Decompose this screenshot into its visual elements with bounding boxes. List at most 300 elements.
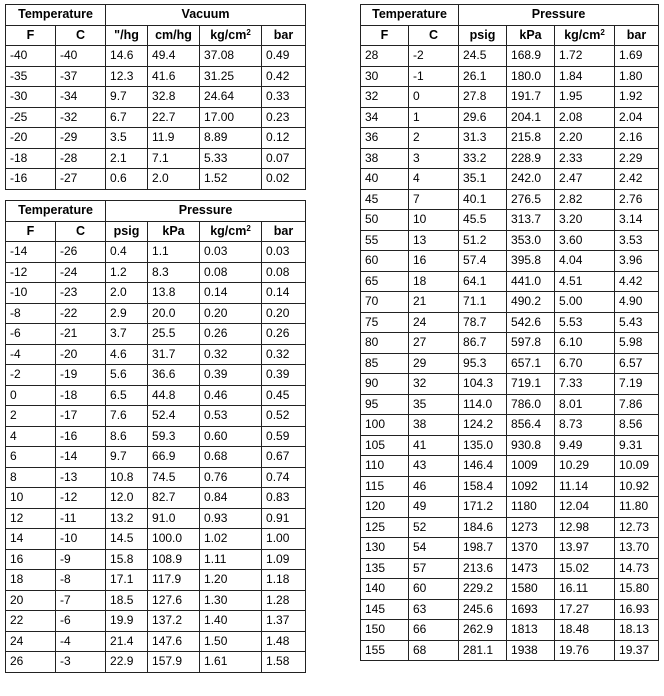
table-cell: 1.30 xyxy=(200,590,262,611)
table-cell: 18.5 xyxy=(106,590,148,611)
table-cell: 1370 xyxy=(507,538,555,559)
table-cell: 12.0 xyxy=(106,488,148,509)
table-row xyxy=(361,333,659,354)
table-cell: 10.8 xyxy=(106,467,148,488)
table-cell: 31.3 xyxy=(459,128,507,149)
table-cell: 5.98 xyxy=(615,333,659,354)
table-cell: 198.7 xyxy=(459,538,507,559)
table-row xyxy=(6,324,306,345)
pressure-group-header: Pressure xyxy=(459,5,659,26)
table-cell: -2 xyxy=(409,46,459,67)
table-cell: 24.5 xyxy=(459,46,507,67)
table-cell: 9.7 xyxy=(106,87,148,108)
table-cell: 3.7 xyxy=(106,324,148,345)
table-cell: -4 xyxy=(56,631,106,652)
table-cell: 1813 xyxy=(507,620,555,641)
table-cell: 86.7 xyxy=(459,333,507,354)
table-cell: 27 xyxy=(409,333,459,354)
table-cell: -13 xyxy=(56,467,106,488)
table-cell: 0.53 xyxy=(200,406,262,427)
table-cell: 11.14 xyxy=(555,476,615,497)
table-cell: 3.20 xyxy=(555,210,615,231)
table-cell: 3 xyxy=(409,148,459,169)
table-cell: -14 xyxy=(56,447,106,468)
table-cell: -18 xyxy=(56,385,106,406)
table-cell: 1.52 xyxy=(200,169,262,190)
table-cell: 0.26 xyxy=(262,324,306,345)
table-cell: 1273 xyxy=(507,517,555,538)
table-cell: 2.42 xyxy=(615,169,659,190)
table-cell: 1.72 xyxy=(555,46,615,67)
table-cell: 14 xyxy=(6,529,56,550)
table-cell: 12 xyxy=(6,508,56,529)
table-cell: 3.96 xyxy=(615,251,659,272)
table-row xyxy=(6,385,306,406)
table-cell: 24.64 xyxy=(200,87,262,108)
table-cell: 5.6 xyxy=(106,365,148,386)
table-cell: 20.0 xyxy=(148,303,200,324)
table-cell: 12.98 xyxy=(555,517,615,538)
table-cell: 22.9 xyxy=(106,652,148,673)
table-cell: 11.80 xyxy=(615,497,659,518)
table-cell: 19.37 xyxy=(615,640,659,661)
table-cell: 114.0 xyxy=(459,394,507,415)
table-row xyxy=(361,251,659,272)
table-row xyxy=(6,262,306,283)
table-cell: 100 xyxy=(361,415,409,436)
table-cell: 147.6 xyxy=(148,631,200,652)
table-cell: 6.70 xyxy=(555,353,615,374)
table-cell: 168.9 xyxy=(507,46,555,67)
table-cell: 155 xyxy=(361,640,409,661)
table-cell: 0.74 xyxy=(262,467,306,488)
table-cell: 10.92 xyxy=(615,476,659,497)
column-header: "/hg xyxy=(106,25,148,46)
table-cell: 0.76 xyxy=(200,467,262,488)
table-cell: 15.02 xyxy=(555,558,615,579)
table-cell: -11 xyxy=(56,508,106,529)
table-row xyxy=(6,107,306,128)
table-cell: -12 xyxy=(6,262,56,283)
table-cell: -6 xyxy=(6,324,56,345)
table-cell: 95 xyxy=(361,394,409,415)
table-cell: 13.70 xyxy=(615,538,659,559)
table-cell: 145 xyxy=(361,599,409,620)
table-cell: 4.04 xyxy=(555,251,615,272)
table-row xyxy=(361,46,659,67)
table-cell: 229.2 xyxy=(459,579,507,600)
column-header: C xyxy=(56,221,106,242)
table-cell: -40 xyxy=(6,46,56,67)
table-row xyxy=(6,66,306,87)
table-row xyxy=(361,435,659,456)
table-row xyxy=(361,476,659,497)
table-cell: 0.23 xyxy=(262,107,306,128)
table-row xyxy=(6,87,306,108)
table-cell: 353.0 xyxy=(507,230,555,251)
table-cell: 10.09 xyxy=(615,456,659,477)
temperature-group-header: Temperature xyxy=(6,5,106,26)
table-cell: 180.0 xyxy=(507,66,555,87)
table-cell: -30 xyxy=(6,87,56,108)
table-cell: 1.95 xyxy=(555,87,615,108)
table-cell: 0.91 xyxy=(262,508,306,529)
table-cell: 0.20 xyxy=(262,303,306,324)
table-cell: 0.68 xyxy=(200,447,262,468)
table-cell: 75 xyxy=(361,312,409,333)
table-cell: 7.6 xyxy=(106,406,148,427)
table-cell: 34 xyxy=(361,107,409,128)
table-cell: 41.6 xyxy=(148,66,200,87)
table-cell: 135.0 xyxy=(459,435,507,456)
table-cell: 2.1 xyxy=(106,148,148,169)
table-cell: 12.73 xyxy=(615,517,659,538)
table-cell: 31.25 xyxy=(200,66,262,87)
table-cell: 1938 xyxy=(507,640,555,661)
table-cell: 1.28 xyxy=(262,590,306,611)
table-cell: 0.59 xyxy=(262,426,306,447)
table-cell: 33.2 xyxy=(459,148,507,169)
table-cell: -18 xyxy=(6,148,56,169)
table-cell: 35.1 xyxy=(459,169,507,190)
table-cell: 8.56 xyxy=(615,415,659,436)
table-row xyxy=(361,579,659,600)
table-cell: 20 xyxy=(6,590,56,611)
table-cell: 0.20 xyxy=(200,303,262,324)
table-row xyxy=(361,292,659,313)
table-cell: 1.1 xyxy=(148,242,200,263)
table-row xyxy=(6,46,306,67)
table-cell: 14.6 xyxy=(106,46,148,67)
table-cell: -21 xyxy=(56,324,106,345)
table-row xyxy=(361,620,659,641)
table-cell: 32.8 xyxy=(148,87,200,108)
table-cell: 0.14 xyxy=(262,283,306,304)
table-cell: -10 xyxy=(56,529,106,550)
table-row xyxy=(6,447,306,468)
table-cell: 0.83 xyxy=(262,488,306,509)
column-header: psig xyxy=(106,221,148,242)
table-cell: 1092 xyxy=(507,476,555,497)
table-row xyxy=(6,488,306,509)
table-cell: -1 xyxy=(409,66,459,87)
table-cell: 15.80 xyxy=(615,579,659,600)
table-cell: 2 xyxy=(6,406,56,427)
table-cell: 8.3 xyxy=(148,262,200,283)
table-cell: 78.7 xyxy=(459,312,507,333)
table-cell: 0.45 xyxy=(262,385,306,406)
table-cell: 2.20 xyxy=(555,128,615,149)
table-cell: 27.8 xyxy=(459,87,507,108)
table-cell: 59.3 xyxy=(148,426,200,447)
table-row xyxy=(6,549,306,570)
table-cell: 43 xyxy=(409,456,459,477)
table-row xyxy=(361,189,659,210)
table-row xyxy=(361,148,659,169)
table-cell: 2.76 xyxy=(615,189,659,210)
table-row xyxy=(6,303,306,324)
vacuum-table xyxy=(5,4,306,190)
table-cell: 1.69 xyxy=(615,46,659,67)
table-cell: 158.4 xyxy=(459,476,507,497)
table-row xyxy=(361,497,659,518)
table-row xyxy=(6,242,306,263)
table-cell: 0.14 xyxy=(200,283,262,304)
temperature-group-header: Temperature xyxy=(361,5,459,26)
column-header: C xyxy=(56,25,106,46)
table-cell: 0.32 xyxy=(262,344,306,365)
table-cell: 6.57 xyxy=(615,353,659,374)
table-cell: 2.08 xyxy=(555,107,615,128)
pressure-group-header: Pressure xyxy=(106,201,306,222)
table-cell: 21 xyxy=(409,292,459,313)
table-cell: -8 xyxy=(56,570,106,591)
table-cell: 9.31 xyxy=(615,435,659,456)
table-cell: 85 xyxy=(361,353,409,374)
table-cell: 54 xyxy=(409,538,459,559)
table-cell: 74.5 xyxy=(148,467,200,488)
table-cell: 0.07 xyxy=(262,148,306,169)
table-cell: 0.03 xyxy=(200,242,262,263)
table-cell: 8.89 xyxy=(200,128,262,149)
table-row xyxy=(361,394,659,415)
table-cell: 184.6 xyxy=(459,517,507,538)
table-cell: 1.84 xyxy=(555,66,615,87)
table-cell: 1.00 xyxy=(262,529,306,550)
table-cell: 18.13 xyxy=(615,620,659,641)
table-cell: 66 xyxy=(409,620,459,641)
table-cell: 16.93 xyxy=(615,599,659,620)
table-cell: 1 xyxy=(409,107,459,128)
table-cell: -25 xyxy=(6,107,56,128)
table-cell: 1.61 xyxy=(200,652,262,673)
table-cell: 5.33 xyxy=(200,148,262,169)
table-cell: 2.0 xyxy=(106,283,148,304)
table-cell: 0.84 xyxy=(200,488,262,509)
table-cell: 2.04 xyxy=(615,107,659,128)
table-cell: 1.58 xyxy=(262,652,306,673)
table-cell: 0.60 xyxy=(200,426,262,447)
table-cell: 657.1 xyxy=(507,353,555,374)
table-cell: 40.1 xyxy=(459,189,507,210)
table-row xyxy=(6,652,306,673)
table-row xyxy=(361,415,659,436)
table-cell: 1.48 xyxy=(262,631,306,652)
table-cell: 0.08 xyxy=(200,262,262,283)
column-header: psig xyxy=(459,25,507,46)
table-cell: 120 xyxy=(361,497,409,518)
table-cell: -7 xyxy=(56,590,106,611)
table-cell: 786.0 xyxy=(507,394,555,415)
table-cell: 95.3 xyxy=(459,353,507,374)
table-cell: 64.1 xyxy=(459,271,507,292)
column-header: bar xyxy=(262,25,306,46)
table-cell: 40 xyxy=(361,169,409,190)
table-row xyxy=(6,611,306,632)
table-cell: 19.76 xyxy=(555,640,615,661)
table-cell: 17.00 xyxy=(200,107,262,128)
table-cell: 1180 xyxy=(507,497,555,518)
table-cell: 395.8 xyxy=(507,251,555,272)
table-cell: 7 xyxy=(409,189,459,210)
table-cell: 0.33 xyxy=(262,87,306,108)
table-cell: 4.42 xyxy=(615,271,659,292)
table-row xyxy=(361,312,659,333)
table-row xyxy=(6,426,306,447)
table-cell: 12.04 xyxy=(555,497,615,518)
table-row xyxy=(361,456,659,477)
table-cell: 49.4 xyxy=(148,46,200,67)
table-cell: 7.19 xyxy=(615,374,659,395)
table-cell: -2 xyxy=(6,365,56,386)
table-cell: 18 xyxy=(409,271,459,292)
table-row xyxy=(361,128,659,149)
table-cell: 110 xyxy=(361,456,409,477)
table-row xyxy=(361,558,659,579)
table-cell: 7.33 xyxy=(555,374,615,395)
table-cell: 124.2 xyxy=(459,415,507,436)
table-cell: 215.8 xyxy=(507,128,555,149)
table-cell: 4 xyxy=(409,169,459,190)
table-cell: 441.0 xyxy=(507,271,555,292)
table-cell: 3.53 xyxy=(615,230,659,251)
column-header: kPa xyxy=(148,221,200,242)
table-cell: 204.1 xyxy=(507,107,555,128)
table-cell: 0.4 xyxy=(106,242,148,263)
table-cell: 13.2 xyxy=(106,508,148,529)
table-row xyxy=(6,529,306,550)
table-cell: 0.02 xyxy=(262,169,306,190)
table-cell: 18 xyxy=(6,570,56,591)
table-cell: 11.9 xyxy=(148,128,200,149)
table-cell: 35 xyxy=(409,394,459,415)
table-cell: 13.8 xyxy=(148,283,200,304)
table-row xyxy=(361,517,659,538)
table-cell: 6.10 xyxy=(555,333,615,354)
table-cell: -29 xyxy=(56,128,106,149)
table-cell: 80 xyxy=(361,333,409,354)
table-cell: -27 xyxy=(56,169,106,190)
table-cell: 19.9 xyxy=(106,611,148,632)
table-cell: 127.6 xyxy=(148,590,200,611)
table-cell: 60 xyxy=(409,579,459,600)
table-cell: 262.9 xyxy=(459,620,507,641)
table-cell: 1009 xyxy=(507,456,555,477)
table-cell: 17.27 xyxy=(555,599,615,620)
table-row xyxy=(6,283,306,304)
table-cell: 36 xyxy=(361,128,409,149)
table-cell: 21.4 xyxy=(106,631,148,652)
table-row xyxy=(6,169,306,190)
vacuum-group-header: Vacuum xyxy=(106,5,306,26)
table-cell: 146.4 xyxy=(459,456,507,477)
table-cell: 100.0 xyxy=(148,529,200,550)
table-cell: 55 xyxy=(361,230,409,251)
table-cell: 2.9 xyxy=(106,303,148,324)
table-cell: 1.80 xyxy=(615,66,659,87)
table-cell: 2.29 xyxy=(615,148,659,169)
table-cell: 28 xyxy=(361,46,409,67)
table-cell: 63 xyxy=(409,599,459,620)
table-cell: -22 xyxy=(56,303,106,324)
table-cell: 16 xyxy=(6,549,56,570)
table-cell: 18.48 xyxy=(555,620,615,641)
table-row xyxy=(361,538,659,559)
table-cell: 57.4 xyxy=(459,251,507,272)
table-cell: -20 xyxy=(56,344,106,365)
table-cell: 16.11 xyxy=(555,579,615,600)
table-cell: 542.6 xyxy=(507,312,555,333)
table-cell: -12 xyxy=(56,488,106,509)
column-header: $kg/cm^2$ xyxy=(555,25,615,46)
table-cell: -17 xyxy=(56,406,106,427)
table-cell: -28 xyxy=(56,148,106,169)
table-cell: 9.7 xyxy=(106,447,148,468)
table-row xyxy=(6,570,306,591)
table-cell: 313.7 xyxy=(507,210,555,231)
table-row xyxy=(6,590,306,611)
table-row xyxy=(6,508,306,529)
table-cell: 70 xyxy=(361,292,409,313)
table-cell: 115 xyxy=(361,476,409,497)
table-cell: 7.1 xyxy=(148,148,200,169)
table-row xyxy=(361,210,659,231)
table-cell: 29 xyxy=(409,353,459,374)
table-cell: 2.82 xyxy=(555,189,615,210)
table-cell: 1.11 xyxy=(200,549,262,570)
table-cell: -32 xyxy=(56,107,106,128)
table-cell: 2.33 xyxy=(555,148,615,169)
table-cell: 10.29 xyxy=(555,456,615,477)
table-cell: 15.8 xyxy=(106,549,148,570)
table-cell: 125 xyxy=(361,517,409,538)
table-cell: 137.2 xyxy=(148,611,200,632)
table-cell: 0.46 xyxy=(200,385,262,406)
table-cell: 104.3 xyxy=(459,374,507,395)
table-cell: 50 xyxy=(361,210,409,231)
table-cell: 41 xyxy=(409,435,459,456)
table-cell: 228.9 xyxy=(507,148,555,169)
table-cell: 597.8 xyxy=(507,333,555,354)
column-header: bar xyxy=(262,221,306,242)
table-cell: 0 xyxy=(6,385,56,406)
table-cell: 12.3 xyxy=(106,66,148,87)
table-cell: 9.49 xyxy=(555,435,615,456)
table-cell: 245.6 xyxy=(459,599,507,620)
table-cell: 2.0 xyxy=(148,169,200,190)
table-cell: 140 xyxy=(361,579,409,600)
table-cell: 0.6 xyxy=(106,169,148,190)
table-cell: 0.52 xyxy=(262,406,306,427)
column-header: F xyxy=(6,25,56,46)
table-cell: 51.2 xyxy=(459,230,507,251)
table-cell: 0.93 xyxy=(200,508,262,529)
table-cell: 856.4 xyxy=(507,415,555,436)
table-cell: 46 xyxy=(409,476,459,497)
table-cell: 90 xyxy=(361,374,409,395)
table-cell: 0 xyxy=(409,87,459,108)
table-cell: 31.7 xyxy=(148,344,200,365)
table-cell: 13 xyxy=(409,230,459,251)
table-cell: 2.16 xyxy=(615,128,659,149)
table-cell: 38 xyxy=(361,148,409,169)
table-cell: 8.6 xyxy=(106,426,148,447)
table-cell: 6.5 xyxy=(106,385,148,406)
table-cell: 0.39 xyxy=(200,365,262,386)
table-cell: 2 xyxy=(409,128,459,149)
table-cell: 0.39 xyxy=(262,365,306,386)
table-cell: 25.5 xyxy=(148,324,200,345)
